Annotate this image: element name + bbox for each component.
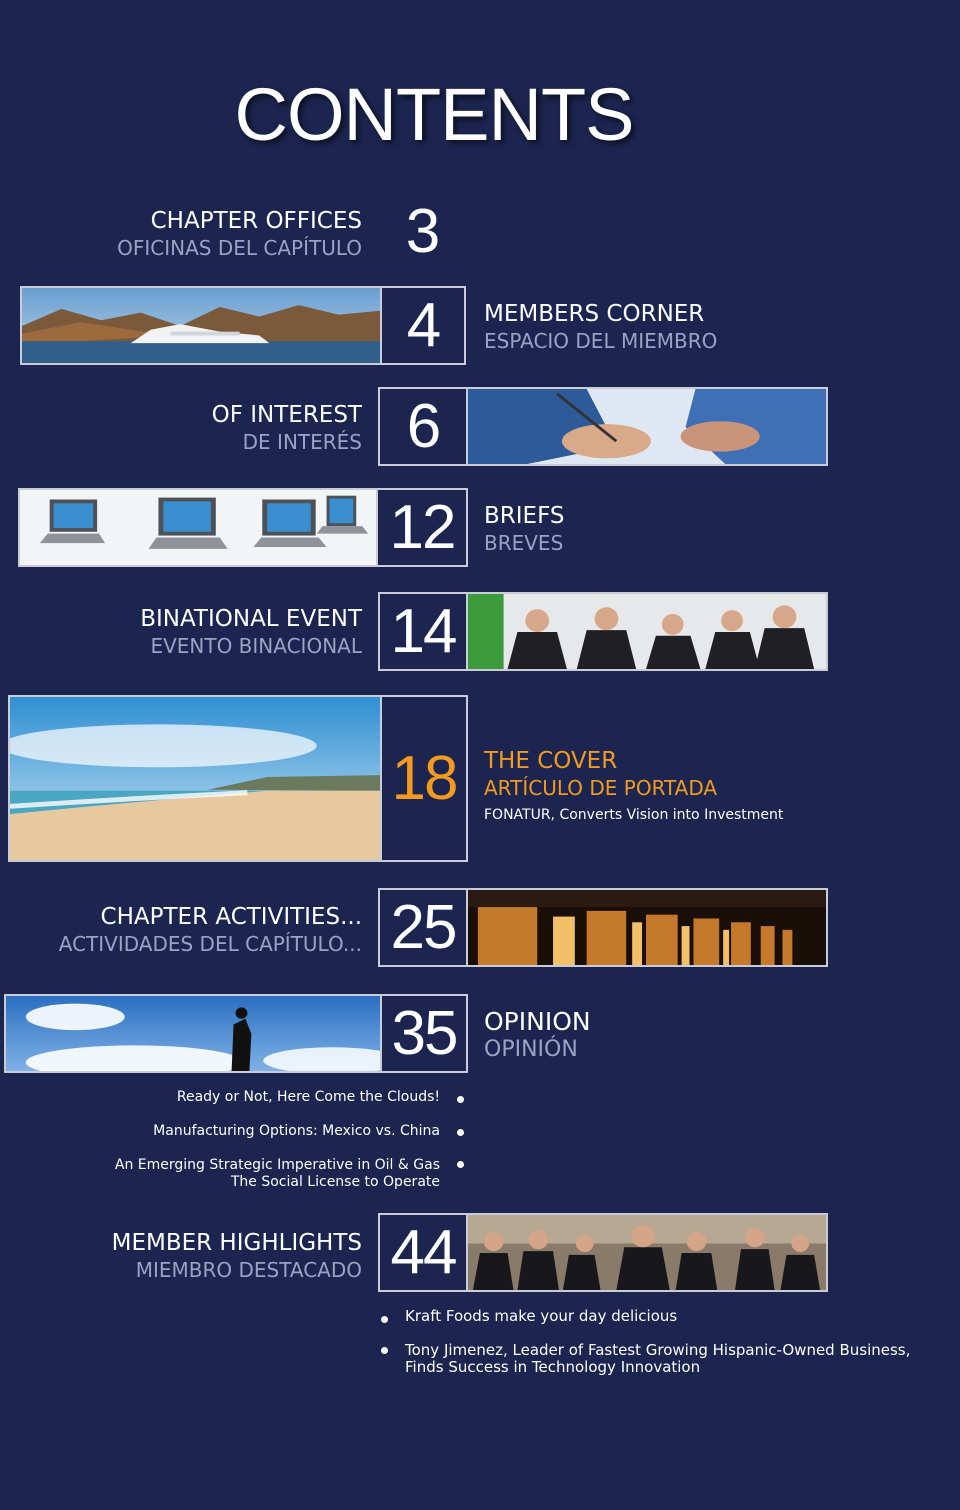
entry-members-corner[interactable] <box>484 303 717 351</box>
event-group-image <box>466 592 828 671</box>
entry-chapter-offices[interactable] <box>117 210 362 258</box>
entry-member-highlights[interactable] <box>112 1232 362 1280</box>
laptops-image <box>18 488 378 567</box>
entry-of-interest[interactable] <box>212 404 362 452</box>
page-number-12[interactable]: 12 <box>376 488 468 567</box>
bullet-icon <box>457 1096 464 1103</box>
opinion-article[interactable]: Ready or Not, Here Come the Clouds! <box>176 1089 440 1105</box>
highlight-article[interactable] <box>405 1342 910 1376</box>
entry-briefs[interactable] <box>484 505 565 553</box>
bullet-icon <box>457 1161 464 1168</box>
bullet-icon <box>381 1316 388 1323</box>
entry-chapter-activities[interactable] <box>59 906 362 954</box>
page-number-44[interactable]: 44 <box>378 1213 468 1292</box>
entry-subtitle: OFICINAS DEL CAPÍTULO <box>117 236 362 260</box>
entry-title: BRIEFS <box>484 503 565 529</box>
article-line: Finds Success in Technology Innovation <box>405 1358 701 1376</box>
page-title: CONTENTS <box>234 73 634 156</box>
page-number-3[interactable]: 3 <box>405 196 441 266</box>
members-group-image <box>466 1213 828 1292</box>
entry-subtitle: OPINIÓN <box>484 1037 578 1062</box>
entry-title: MEMBER HIGHLIGHTS <box>111 1230 362 1256</box>
entry-subtitle: DE INTERÉS <box>242 430 362 454</box>
entry-title: OPINION <box>484 1007 591 1036</box>
entry-the-cover[interactable] <box>484 750 783 822</box>
article-line: An Emerging Strategic Imperative in Oil & Gas <box>114 1157 440 1173</box>
yacht-image <box>20 286 382 365</box>
cover-story-title: FONATUR, Converts Vision into Investment <box>484 807 784 823</box>
entry-title: THE COVER <box>484 748 618 774</box>
beach-image <box>8 695 382 862</box>
clouds-image <box>4 994 382 1073</box>
entry-subtitle: BREVES <box>484 531 564 555</box>
entry-title: CHAPTER OFFICES <box>150 208 362 234</box>
article-line: Tony Jimenez, Leader of Fastest Growing Hispanic-Owned Business, <box>405 1341 911 1359</box>
bullet-icon <box>381 1347 388 1354</box>
entry-title: CHAPTER ACTIVITIES... <box>100 904 362 930</box>
entry-subtitle: ESPACIO DEL MIEMBRO <box>484 329 718 353</box>
page-number-35[interactable]: 35 <box>380 994 468 1073</box>
opinion-article[interactable]: Manufacturing Options: Mexico vs. China <box>153 1123 440 1139</box>
page-number-6[interactable]: 6 <box>378 387 468 466</box>
page-number-18[interactable]: 18 <box>380 695 468 862</box>
page-number-14[interactable]: 14 <box>378 592 468 671</box>
highlight-article[interactable]: Kraft Foods make your day delicious <box>405 1307 678 1325</box>
entry-binational-event[interactable] <box>140 608 362 656</box>
entry-opinion[interactable] <box>484 1009 591 1061</box>
signing-image <box>466 387 828 466</box>
entry-subtitle: EVENTO BINACIONAL <box>150 634 362 658</box>
entry-title: OF INTEREST <box>211 402 362 428</box>
entry-subtitle: ACTIVIDADES DEL CAPÍTULO... <box>58 932 362 956</box>
arches-image <box>466 888 828 967</box>
page-number-4[interactable]: 4 <box>380 286 466 365</box>
entry-title: BINATIONAL EVENT <box>140 606 362 632</box>
entry-subtitle: ARTÍCULO DE PORTADA <box>484 776 718 800</box>
entry-title: MEMBERS CORNER <box>484 301 705 327</box>
opinion-article[interactable] <box>115 1157 440 1191</box>
page-number-25[interactable]: 25 <box>378 888 468 967</box>
article-line: The Social License to Operate <box>230 1174 440 1190</box>
entry-subtitle: MIEMBRO DESTACADO <box>135 1258 362 1282</box>
bullet-icon <box>457 1129 464 1136</box>
